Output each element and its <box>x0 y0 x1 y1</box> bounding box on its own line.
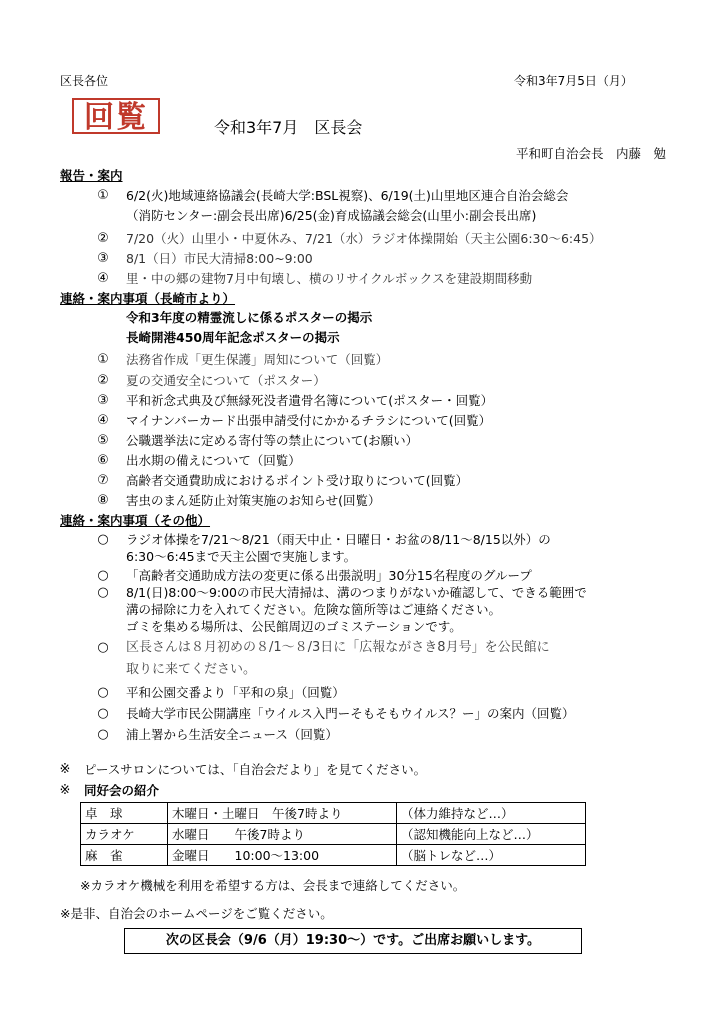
item-number: ④ <box>97 271 109 286</box>
clubs-table <box>80 802 586 866</box>
item-text: 法務省作成「更生保護」周知について（回覧） <box>126 352 389 367</box>
item-text: マイナンバーカード出張申請受付にかかるチラシについて(回覧） <box>126 413 492 428</box>
homepage-note: ※是非、自治会のホームページをご覧ください。 <box>60 906 333 921</box>
table-row <box>81 845 586 866</box>
table-row <box>81 803 586 824</box>
club-name: 麻 雀 <box>81 845 168 866</box>
bullet-circle: ○ <box>97 532 109 547</box>
club-schedule: 木曜日・土曜日 午後7時より <box>168 803 397 824</box>
club-benefit: （脳トレなど…） <box>397 845 586 866</box>
item-number: ① <box>97 188 109 203</box>
item-number: ③ <box>97 393 109 408</box>
item-text: 公職選挙法に定める寄付等の禁止について(お願い） <box>126 433 419 448</box>
bullet-circle: ○ <box>97 568 109 583</box>
item-text: 害虫のまん延防止対策実施のお知らせ(回覧） <box>126 493 381 508</box>
club-benefit: （体力維持など…） <box>397 803 586 824</box>
item-text: 出水期の備えについて（回覧） <box>126 453 301 468</box>
table-row <box>81 824 586 845</box>
item-number: ③ <box>97 251 109 266</box>
item-text: 里・中の郷の建物7月中旬壊し、横のリサイクルボックスを建設期間移動 <box>126 271 533 286</box>
club-name: 卓 球 <box>81 803 168 824</box>
item-number: ⑦ <box>97 473 109 488</box>
poster-notice: 長崎開港450周年記念ポスターの掲示 <box>126 330 340 345</box>
item-text: 平和祈念式典及び無縁死没者遺骨名簿について(ポスター・回覧） <box>126 393 494 408</box>
item-number: ⑥ <box>97 453 109 468</box>
peace-salon-note: ピースサロンについては、「自治会だより」を見てください。 <box>84 762 427 777</box>
item-text: 8/1(日)8:00〜9:00の市民大清掃は、溝のつまりがないか確認して、できる範囲で <box>126 585 587 600</box>
date: 令和3年7月5日（月） <box>514 74 633 88</box>
circulation-seal: 回覧 <box>72 98 160 134</box>
recipient: 区長各位 <box>60 74 109 88</box>
item-text: 「高齢者交通助成方法の変更に係る出張説明」30分15名程度のグループ <box>126 568 532 583</box>
bullet-circle: ○ <box>97 685 109 700</box>
club-schedule: 水曜日 午後7時より <box>168 824 397 845</box>
report-heading: 報告・案内 <box>60 168 123 183</box>
clubs-heading: 同好会の紹介 <box>84 783 160 798</box>
item-text: ラジオ体操を7/21〜8/21（雨天中止・日曜日・お盆の8/11〜8/15以外）の <box>126 532 551 547</box>
bullet-circle: ○ <box>97 585 109 600</box>
item-number: ① <box>97 352 109 367</box>
item-number: ⑤ <box>97 433 109 448</box>
item-number: ② <box>97 231 109 246</box>
other-heading: 連絡・案内事項（その他） <box>60 513 211 528</box>
note-mark: ※ <box>59 783 71 798</box>
item-text: 6/2(火)地域連絡協議会(長崎大学:BSL視察)、6/19(土)山里地区連合自治会総会 <box>126 188 569 203</box>
item-text: 平和公園交番より「平和の泉」（回覧） <box>126 685 345 700</box>
club-name: カラオケ <box>81 824 168 845</box>
city-heading: 連絡・案内事項（長崎市より） <box>60 291 236 306</box>
item-text: 高齢者交通費助成におけるポイント受け取りについて(回覧） <box>126 473 469 488</box>
item-text: 夏の交通安全について（ポスター） <box>126 373 326 388</box>
page-title: 令和3年7月 区長会 <box>214 118 363 137</box>
item-text: 長崎大学市民公開講座「ウイルス入門ーそもそもウイルス？ー」の案内（回覧） <box>126 706 575 721</box>
club-benefit: （認知機能向上など…） <box>397 824 586 845</box>
item-number: ④ <box>97 413 109 428</box>
item-text: 8/1（日）市民大清掃8:00~9:00 <box>126 251 313 266</box>
sender: 平和町自治会長 内藤 勉 <box>516 146 667 161</box>
bullet-circle: ○ <box>97 706 109 721</box>
bullet-circle: ○ <box>97 727 109 742</box>
next-meeting-box: 次の区長会（9/6（月）19:30〜）です。ご出席お願いします。 <box>124 928 582 954</box>
item-text: （消防センター:副会長出席)6/25(金)育成協議会総会(山里小:副会長出席) <box>126 208 537 223</box>
item-text: 6:30〜6:45まで天主公園で実施します。 <box>126 549 357 564</box>
item-number: ⑧ <box>97 493 109 508</box>
item-text: 区長さんは８月初めの８/1〜８/3日に「広報ながさき8月号」を公民館に <box>126 640 550 655</box>
item-text: ゴミを集める場所は、公民館周辺のゴミステーションです。 <box>126 619 462 634</box>
note-mark: ※ <box>59 762 71 777</box>
item-text: 溝の掃除に力を入れてください。危険な箇所等はご連絡ください。 <box>126 602 502 617</box>
club-schedule: 金曜日 10:00〜13:00 <box>168 845 397 866</box>
item-number: ② <box>97 373 109 388</box>
poster-notice: 令和3年度の精霊流しに係るポスターの掲示 <box>126 310 373 325</box>
bullet-circle: ○ <box>97 640 109 655</box>
karaoke-note: ※カラオケ機械を利用を希望する方は、会長まで連絡してください。 <box>80 878 466 893</box>
item-text: 取りに来てください。 <box>126 662 257 677</box>
item-text: 7/20（火）山里小・中夏休み、7/21（水）ラジオ体操開始（天主公園6:30〜6:45） <box>126 231 602 246</box>
item-text: 浦上署から生活安全ニュース（回覧） <box>126 727 338 742</box>
